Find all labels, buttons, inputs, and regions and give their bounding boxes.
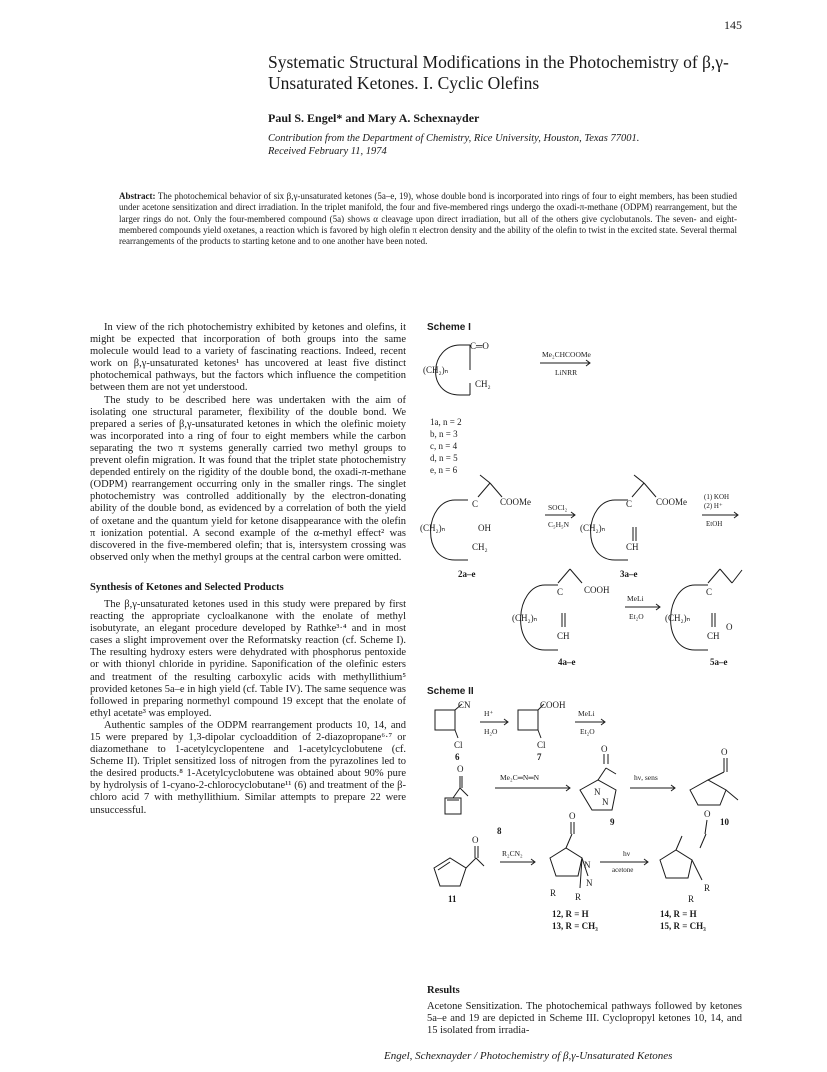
s12-r2: R: [575, 892, 582, 902]
s7-et2o: Et₂O: [580, 727, 595, 736]
s5-ch: CH: [707, 631, 720, 641]
s1-series-a: 1a, n = 2: [430, 417, 462, 427]
s2-oh: OH: [478, 523, 491, 533]
abstract: [119, 191, 737, 247]
s8-diazo: Me₂C═N═N: [500, 773, 540, 782]
s6-cn: CN: [458, 700, 471, 710]
results-text: Acetone Sensitization. The photochemical pathways followed by ketones 5a–e and 19 are depicted in Scheme III. Cyclopropyl ketones 10, 14, and 15 isolated from irradia-: [427, 1001, 742, 1037]
compound-7-label: 7: [537, 752, 542, 762]
s12-n1: N: [584, 860, 591, 870]
s2-coome: COOMe: [500, 497, 531, 507]
abstract-label: Abstract:: [119, 191, 156, 201]
s8-o: O: [457, 764, 464, 774]
scheme1-label: Scheme I: [427, 322, 471, 333]
s12-r1: R: [550, 888, 557, 898]
results-heading: Results: [427, 985, 460, 996]
s3-ring-label: (CH₂)ₙ: [580, 523, 606, 533]
s9-o: O: [601, 744, 608, 754]
synthesis-paragraph-2: Authentic samples of the ODPM rearrangement products 10, 14, and 15 were prepared by 1,3-dipolar cycloaddition of 2-diazopropane⁶·⁷ or diazomethane to 1-acetylcyclopentene and 1-acetylcyclobutene (cf. Scheme II). Triplet sensitized loss of nitrogen from the pyrazolines led to the desired products.⁸ 1-Acetylcyclobutene was obtained about 90% pure by hydrolysis of 1-cyano-2-chlorocyclobutane¹¹ (6) and treatment of the β-chloro acid 7 with methyllithium. Similar attempts to prepare 22 were unsuccessful.: [90, 719, 406, 816]
s1-series-e: e, n = 6: [430, 465, 458, 475]
section-heading: Synthesis of Ketones and Selected Products: [90, 581, 284, 593]
s5-o: O: [726, 622, 733, 632]
intro-paragraph-2: The study to be described here was undertaken with the aim of isolating one structural parameter, flexibility of the double bond. We prepared a series of β,γ-unsaturated ketones in which the olefinic moiety was incorporated into a ring of four to eight members while the carbon separating the two π systems generally carried two methyl groups to prevent olefin migration. It was found that the triplet state photochemistry depended entirely on the rigidity of the double bond, the oxadi-π-methane (ODPM) rearrangement occurring only in the smaller rings. The singlet photochemistry was controlled additionally by the electron-donating ability of the double bond, as evidenced by a correlation of both the yield of oxetane and the quantum yield for ketone disappearance with the olefin π ionization potential. A second example of the α-methyl effect² was discovered in the five-membered olefin; that is, intersystem crossing was observed only when the methyl groups at the central carbon were omitted.: [90, 394, 406, 563]
s4-cooh: COOH: [584, 585, 610, 595]
s1-series-c: c, n = 4: [430, 441, 458, 451]
s1-series-b: b, n = 3: [430, 429, 458, 439]
s6-h-plus: H⁺: [484, 709, 494, 718]
s1-reagent1-top: Me₂CHCOOMe: [542, 350, 591, 359]
s1-ch2: CH₂: [475, 379, 491, 389]
authors: Paul S. Engel* and Mary A. Schexnayder: [268, 111, 480, 125]
s14-r1: R: [704, 883, 711, 893]
compound-5-label: 5a–e: [710, 657, 728, 667]
s9-n2: N: [602, 797, 609, 807]
synthesis-paragraph-1: The β,γ-unsaturated ketones used in this study were prepared by first reacting the appropriate cycloalkanone with the enolate of methyl isobutyrate, an elegant procedure developed by Rathke³·⁴ and in most cases a slight improvement over the Reformatsky reaction (cf. Scheme I). The resulting hydroxy esters were dehydrated with phosphorus pentoxide or with thionyl chloride in pyridine. Saponification of the olefinic esters and treatment of the resulting carboxylic acids with methyllithium⁵ provided ketones 5a–e in high yield (cf. Table IV). The same sequence was followed in preparing normethyl compound 19 except that the enolate of ethyl acetate³ was employed.: [90, 598, 406, 719]
s12-n2: N: [586, 878, 593, 888]
paper-title: Systematic Structural Modifications in the Photochemistry of β,γ-Unsaturated Ketones. I. Cyclic Olefins: [268, 52, 729, 93]
compound-6-label: 6: [455, 752, 460, 762]
s2-reagent-top: SOCl₂: [548, 503, 568, 512]
s10-o: O: [721, 747, 728, 757]
page-footer: Engel, Schexnayder / Photochemistry of β,γ-Unsaturated Ketones: [384, 1050, 673, 1062]
s4-reagent-top: MeLi: [627, 594, 644, 603]
compound-4-label: 4a–e: [558, 657, 576, 667]
s3-reagent-top: (1) KOH: [704, 493, 730, 501]
compound-3-label: 3a–e: [620, 569, 638, 579]
s4-c: C: [557, 587, 564, 597]
scheme1-diagram: [420, 335, 750, 675]
s1-series-d: d, n = 5: [430, 453, 458, 463]
s11-o: O: [472, 835, 479, 845]
compound-11-label: 11: [448, 894, 457, 904]
affiliation: Contribution from the Department of Chemistry, Rice University, Houston, Texas 77001.: [268, 133, 640, 144]
s7-meli: MeLi: [578, 709, 595, 718]
s3-c: C: [626, 499, 633, 509]
s3-reagent-mid: (2) H⁺: [704, 502, 723, 510]
compound-10-label: 10: [720, 817, 729, 827]
s6-cl: Cl: [454, 740, 463, 750]
compound-8-label: 8: [497, 826, 502, 836]
affiliation-block: [268, 132, 738, 158]
s12-o: O: [569, 811, 576, 821]
compound-15-label: 15, R = CH₃: [660, 921, 706, 931]
s14-r2: R: [688, 894, 695, 904]
s5-ring-label: (CH₂)ₙ: [665, 613, 691, 623]
s4-ring-label: (CH₂)ₙ: [512, 613, 538, 623]
s3-ch: CH: [626, 542, 639, 552]
compound-13-label: 13, R = CH₃: [552, 921, 598, 931]
s6-h2o: H₂O: [484, 727, 498, 736]
s2-c: C: [472, 499, 479, 509]
s11-r2cn2: R₂CN₂: [502, 849, 523, 858]
left-column: [90, 322, 406, 817]
s2-ring-label: (CH₂)ₙ: [420, 523, 446, 533]
s2-reagent-bottom: C₅H₅N: [548, 520, 570, 529]
s4-reagent-bottom: Et₂O: [629, 612, 644, 621]
abstract-text: The photochemical behavior of six β,γ-unsaturated ketones (5a–e, 19), whose double bond is incorporated into rings of four to eight members, has been studied under acetone sensitization and direct irradiation. In the triplet manifold, the four and five-membered rings undergo the oxadi-π-methane (ODPM) rearrangement, but the larger rings do not. Only the four-membered compound (5a) shows α cleavage upon direct irradiation, but all of the others give cyclobutanols. The seven- and eight-membered compounds yield oxetanes, a reaction which is favored by high olefin π electron density and the ability of the olefin to twist in the excited state. Several thermal rearrangements of the products to starting ketone and to one another have been noted.: [119, 191, 737, 247]
intro-paragraph-1: In view of the rich photochemistry exhibited by ketones and olefins, it might be expected that incorporation of both groups into the same molecule would lead to a variety of fascinating reactions. Indeed, recent work on β,γ-unsaturated ketones¹ has uncovered at least five distinct photochemical pathways, but the factors which influence the competition between them are not yet understood.: [90, 322, 406, 394]
s9-n1: N: [594, 787, 601, 797]
s12-hv: hν: [623, 849, 631, 858]
received-date: Received February 11, 1974: [268, 146, 387, 157]
s2-ch2: CH₂: [472, 542, 488, 552]
scheme2-label: Scheme II: [427, 686, 474, 697]
s12-acetone: acetone: [612, 866, 634, 874]
scheme2-diagram: [420, 700, 750, 980]
s1-ring-label: (CH₂)ₙ: [423, 365, 449, 375]
compound-12-label: 12, R = H: [552, 909, 589, 919]
s4-ch: CH: [557, 631, 570, 641]
s9-hv-sens: hν, sens: [634, 773, 658, 782]
compound-9-label: 9: [610, 817, 615, 827]
page-number: 145: [724, 18, 742, 32]
s1-reagent1-bottom: LiNRR: [555, 368, 578, 377]
s5-c: C: [706, 587, 713, 597]
s3-coome: COOMe: [656, 497, 687, 507]
compound-14-label: 14, R = H: [660, 909, 697, 919]
s7-cooh: COOH: [540, 700, 566, 710]
s1-carbonyl: C═O: [470, 341, 489, 351]
s7-cl: Cl: [537, 740, 546, 750]
s3-reagent-bottom: EtOH: [706, 520, 723, 528]
s14-o: O: [704, 809, 711, 819]
compound-2-label: 2a–e: [458, 569, 476, 579]
